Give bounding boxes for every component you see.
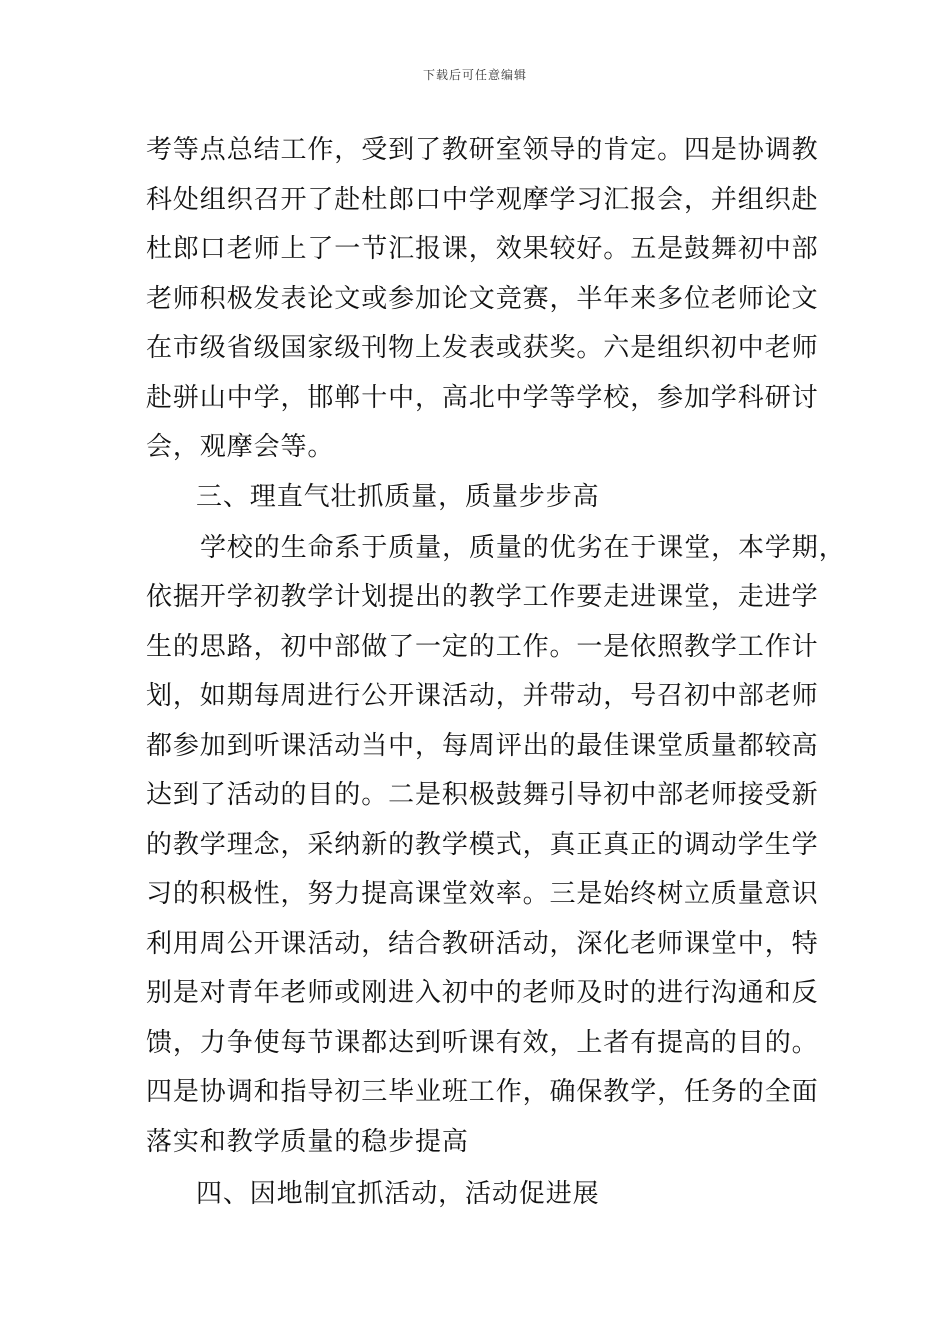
body-line: 考等点总结工作，受到了教研室领导的肯定。四是协调教 — [146, 135, 819, 165]
body-line: 赴骈山中学，邯郸十中，高北中学等学校，参加学科研讨 — [146, 383, 819, 413]
body-line: 杜郎口老师上了一节汇报课，效果较好。五是鼓舞初中部 — [146, 234, 819, 264]
body-line: 生的思路，初中部做了一定的工作。一是依照教学工作计 — [146, 632, 819, 662]
body-line: 依据开学初教学计划提出的教学工作要走进课堂，走进学 — [146, 582, 819, 612]
body-line: 落实和教学质量的稳步提高 — [146, 1127, 469, 1157]
body-line: 馈，力争使每节课都达到听课有效，上者有提高的目的。 — [146, 1028, 819, 1058]
body-line: 习的积极性，努力提高课堂效率。三是始终树立质量意识 — [146, 879, 819, 909]
body-line: 都参加到听课活动当中，每周评出的最佳课堂质量都较高 — [146, 731, 819, 761]
section-heading: 四、因地制宜抓活动，活动促进展 — [196, 1179, 600, 1209]
body-line: 会，观摩会等。 — [146, 432, 335, 462]
body-line: 达到了活动的目的。二是积极鼓舞引导初中部老师接受新 — [146, 780, 819, 810]
section-heading: 三、理直气壮抓质量，质量步步高 — [196, 482, 600, 512]
page-header: 下载后可任意编辑 — [422, 68, 527, 82]
body-line: 科处组织召开了赴杜郎口中学观摩学习汇报会，并组织赴 — [146, 185, 819, 215]
body-line: 划，如期每周进行公开课活动，并带动，号召初中部老师 — [146, 681, 819, 711]
body-line: 四是协调和指导初三毕业班工作，确保教学，任务的全面 — [146, 1077, 819, 1107]
body-line: 别是对青年老师或刚进入初中的老师及时的进行沟通和反 — [146, 978, 819, 1008]
body-line: 的教学理念，采纳新的教学模式，真正真正的调动学生学 — [146, 830, 819, 860]
body-line: 老师积极发表论文或参加论文竞赛，半年来多位老师论文 — [146, 284, 819, 314]
body-line: 学校的生命系于质量，质量的优劣在于课堂，本学期， — [200, 533, 846, 563]
body-line: 在市级省级国家级刊物上发表或获奖。六是组织初中老师 — [146, 333, 819, 363]
body-line: 利用周公开课活动，结合教研活动，深化老师课堂中，特 — [146, 929, 819, 959]
